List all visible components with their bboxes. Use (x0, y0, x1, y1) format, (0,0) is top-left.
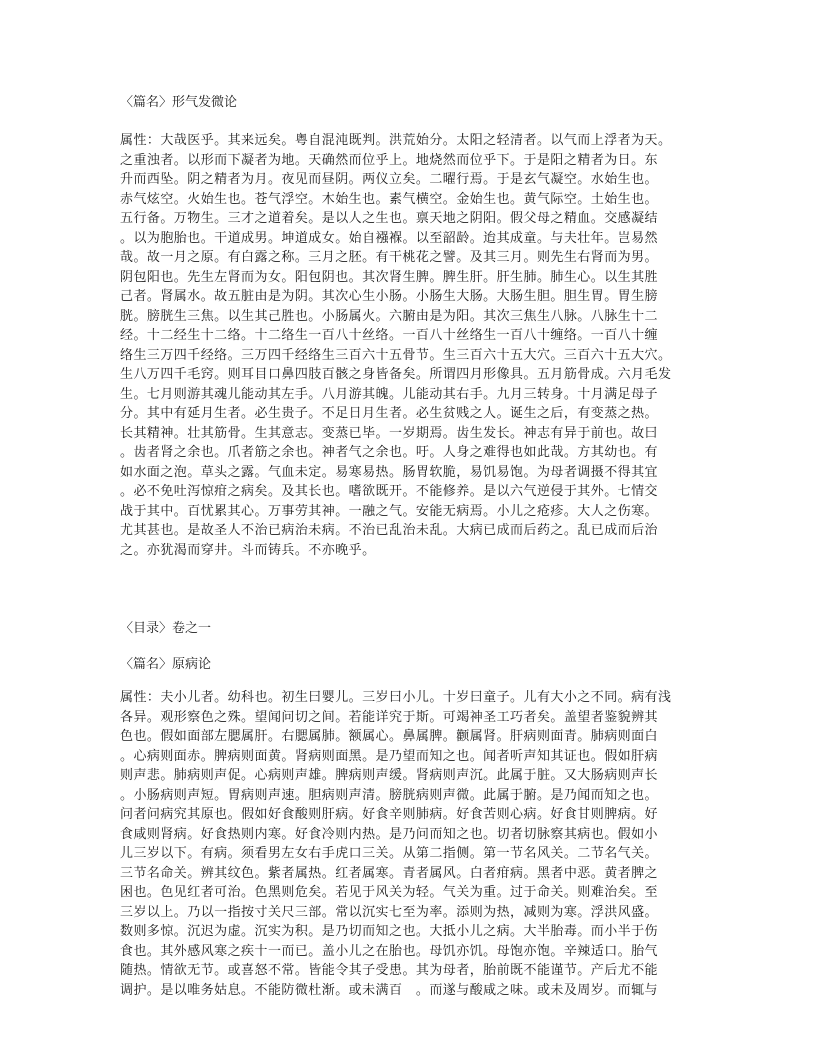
text-line: 。齿者肾之余也。爪者筋之余也。神者气之余也。吁。人身之难得也如此哉。方其幼也。有 (120, 445, 659, 460)
text-line: 随热。情欲无节。或喜怒不常。皆能令其子受患。其为母者，胎前既不能谨节。产后尤不能 (120, 963, 659, 978)
text-line: 则声悲。肺病则声促。心病则声雄。脾病则声缓。肾病则声沉。此属于脏。又大肠病则声长 (120, 768, 659, 783)
text-line: 食咸则肾病。好食热则内寒。好食冷则内热。是乃问而知之也。切者切脉察其病也。假如小 (120, 826, 659, 842)
text-line: 之重浊者。以形而下凝者为地。天确然而位乎上。地烧然而位乎下。于是阳之精者为日。东 (120, 152, 659, 168)
text-line: 数则多惊。沉迟为虚。沉实为积。是乃切而知之也。大抵小儿之病。大半胎毒。而小半于伤 (120, 924, 659, 939)
section-body-yuanbing-lun (120, 688, 686, 1000)
text-line: 。小肠病则声短。胃病则声速。胆病则声清。膀胱病则声微。此属于腑。是乃闻而知之也。 (120, 787, 659, 803)
text-line: 如水面之泡。草头之露。气血未定。易寒易热。肠胃软脆，易饥易饱。为母者调摄不得其宜 (120, 464, 659, 480)
section-title-xingqi-fawei-lun: 〈篇名〉形气发微论 (120, 95, 238, 110)
text-line: 。心病则面赤。脾病则面黄。肾病则面黑。是乃望而知之也。闻者听声知其证也。假如肝病 (120, 748, 659, 764)
text-line: 尤其甚也。是故圣人不治已病治未病。不治已乱治未乱。大病已成而后药之。乱已成而后治 (120, 523, 659, 538)
text-line: 分。其中有延月生者。必生贵子。不足日月生者。必生贫贱之人。诞生之后，有变蒸之热。 (120, 406, 659, 421)
text-line: 升而西坠。阴之精者为月。夜见而昼阴。两仪立矣。二曜行焉。于是玄气凝空。水始生也。 (120, 172, 659, 187)
text-line: 经。十二经生十二络。十二络生一百八十丝络。一百八十丝络生一百八十缠络。一百八十缠 (120, 328, 659, 343)
text-line: 问者问病究其原也。假如好食酸则肝病。好食辛则肺病。好食苦则心病。好食甘则脾病。好 (120, 807, 659, 822)
text-line: 络生三万四千经络。三万四千经络生三百六十五骨节。生三百六十五大穴。三百六十五大穴。 (120, 347, 672, 363)
text-line: 困也。色见红者可治。色黑则危矣。若见于风关为轻。气关为重。过于命关。则难治矣。至 (120, 885, 659, 900)
text-line: 生。七月则游其魂儿能动其左手。八月游其魄。儿能动其右手。九月三转身。十月满足母子 (120, 386, 659, 402)
text-line: 色也。假如面部左腮属肝。右腮属肺。额属心。鼻属脾。颧属肾。肝病则面青。肺病则面白 (120, 729, 659, 744)
text-line: 。必不免吐泻惊疳之病矣。及其长也。嗜欲既开。不能修养。是以六气逆侵于其外。七情交 (120, 484, 659, 499)
catalog-title-juan-zhi-yi: 〈目录〉卷之一 (120, 621, 212, 636)
text-line: 生八万四千毛窍。则耳目口鼻四肢百骸之身皆备矣。所谓四月形像具。五月筋骨成。六月毛发 (120, 367, 672, 382)
text-line: 各异。观形察色之殊。望闻问切之间。若能详究于斯。可竭神圣工巧者矣。盖望者鉴貌辨其 (120, 709, 659, 725)
document-page (120, 92, 686, 1000)
text-line: 三节名命关。辨其纹色。紫者属热。红者属寒。青者属风。白者疳病。黑者中恶。黄者脾之 (120, 865, 659, 881)
text-line: 战于其中。百忧累其心。万事劳其神。一融之气。安能无病焉。小儿之疮疹。大人之伤寒。 (120, 503, 659, 519)
text-line: 赤气炫空。火始生也。苍气浮空。木始生也。素气横空。金始生也。黄气际空。土始生也。 (120, 191, 659, 207)
text-line: 属性：大哉医乎。其来远矣。粤自混沌既判。洪荒始分。太阳之轻清者。以气而上浮者为天。 (120, 133, 672, 148)
text-line: 。以为胞胎也。干道成男。坤道成女。始自襁褓。以至韶龄。迨其成童。与夫壮年。岂易然 (120, 230, 659, 246)
text-line: 儿三岁以下。有病。须看男左女右手虎口三关。从第二指侧。第一节名风关。二节名气关。 (120, 846, 659, 861)
text-line: 调护。是以唯务姑息。不能防微杜渐。或未满百 。而遂与酸咸之味。或未及周岁。而辄与 (120, 982, 659, 998)
text-line: 五行备。万物生。三才之道着矣。是以人之生也。禀天地之阴阳。假父母之精血。交感凝结 (120, 211, 659, 226)
section-title-yuanbing-lun: 〈篇名〉原病论 (120, 657, 212, 672)
text-line: 属性：夫小儿者。幼科也。初生曰婴儿。三岁曰小儿。十岁曰童子。儿有大小之不同。病有浅 (120, 690, 672, 705)
text-line: 哉。故一月之原。有白露之称。三月之胚。有干桃花之譬。及其三月。则先生右肾而为男。 (120, 250, 659, 265)
text-line: 己者。肾属水。故五脏由是为阴。其次心生小肠。小肠生大肠。大肠生胆。胆生胃。胃生膀 (120, 289, 659, 304)
text-line: 食也。其外感风寒之疾十一而已。盖小儿之在胎也。母饥亦饥。母饱亦饱。辛辣适口。胎气 (120, 943, 659, 959)
text-line: 三岁以上。乃以一指按寸关尺三部。常以沉实七至为率。添则为热，减则为寒。浮洪风盛。 (120, 904, 659, 920)
text-line: 之。亦犹渴而穿井。斗而铸兵。不亦晚乎。 (120, 542, 376, 558)
text-line: 阴包阳也。先生左肾而为女。阳包阴也。其次肾生脾。脾生肝。肝生肺。肺生心。以生其胜 (120, 269, 659, 285)
section-body-xingqi-fawei-lun (120, 131, 686, 560)
text-line: 长其精神。壮其筋骨。生其意志。变蒸已毕。一岁期焉。齿生发长。神志有异于前也。故曰 (120, 425, 659, 441)
text-line: 胱。膀胱生三焦。以生其己胜也。小肠属火。六腑由是为阳。其次三焦生八脉。八脉生十二 (120, 308, 659, 324)
